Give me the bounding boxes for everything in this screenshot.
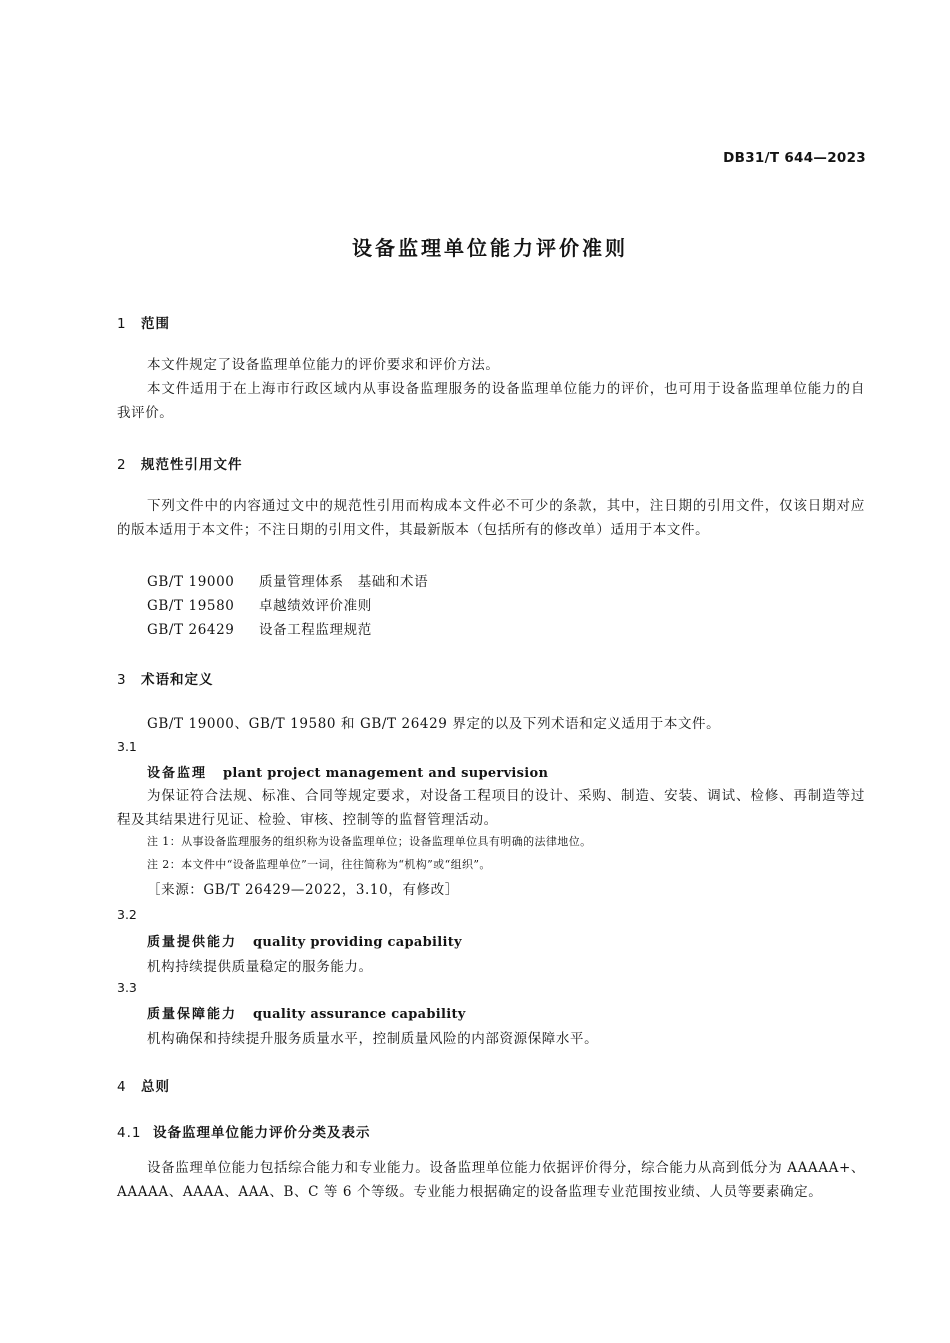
- reference-code: GB/T 19000: [147, 574, 235, 590]
- paragraph: 本文件适用于在上海市行政区域内从事设备监理服务的设备监理单位能力的评价，也可用于设备监理单位能力的自我评价。: [117, 381, 865, 421]
- paragraph: 设备监理单位能力包括综合能力和专业能力。设备监理单位能力依据评价得分，综合能力从高到低分为 AAAAA+、AAAAA、AAAA、AAA、B、C 等 6 个等级。专业能力根据确定的设备监理专业范围按业绩、人员等要素确定。: [117, 1160, 865, 1200]
- term-en: plant project management and supervision: [223, 766, 549, 781]
- section-2-heading: [117, 453, 243, 473]
- term-definition: 为保证符合法规、标准、合同等规定要求，对设备工程项目的设计、采购、制造、安装、调试、检修、再制造等过程及其结果进行见证、检验、审核、控制等的监督管理活动。: [117, 788, 865, 828]
- term-en: quality providing capability: [253, 935, 462, 950]
- subsection-title: 设备监理单位能力评价分类及表示: [153, 1125, 371, 1141]
- section-title: 总则: [141, 1079, 170, 1095]
- section-title: 范围: [141, 316, 170, 332]
- term-zh: 质量保障能力: [147, 1007, 238, 1022]
- page-title: 设备监理单位能力评价准则: [352, 236, 628, 260]
- reference-name: 卓越绩效评价准则: [259, 598, 372, 614]
- section-number: 4: [117, 1079, 127, 1095]
- section-number: 3: [117, 672, 127, 688]
- section-4-heading: [117, 1075, 170, 1095]
- subsection-number: 4.1: [117, 1125, 142, 1141]
- term-note: 注 2：本文件中“设备监理单位”一词，往往简称为“机构”或“组织”。: [147, 858, 491, 871]
- section-1-heading: [117, 312, 170, 332]
- section-number: 1: [117, 316, 127, 332]
- reference-item: [147, 570, 428, 590]
- reference-item: [147, 618, 372, 638]
- paragraph: 本文件规定了设备监理单位能力的评价要求和评价方法。: [147, 357, 500, 373]
- paragraph: GB/T 19000、GB/T 19580 和 GB/T 26429 界定的以及下列术语和定义适用于本文件。: [147, 716, 721, 732]
- term-heading: [147, 762, 548, 781]
- section-title: 规范性引用文件: [141, 457, 243, 473]
- reference-name: 设备工程监理规范: [259, 622, 372, 638]
- section-title: 术语和定义: [141, 672, 214, 688]
- reference-item: [147, 594, 372, 614]
- term-number: 3.1: [117, 739, 137, 754]
- term-zh: 质量提供能力: [147, 935, 238, 950]
- reference-name: 质量管理体系 基础和术语: [259, 574, 429, 590]
- term-definition: 机构持续提供质量稳定的服务能力。: [147, 959, 373, 975]
- term-zh: 设备监理: [147, 766, 208, 781]
- term-number: 3.2: [117, 907, 137, 922]
- term-heading: [147, 931, 462, 950]
- section-3-heading: [117, 668, 214, 688]
- reference-code: GB/T 26429: [147, 622, 235, 638]
- term-source: ［来源：GB/T 26429—2022，3.10，有修改］: [147, 882, 459, 898]
- term-note: 注 1：从事设备监理服务的组织称为设备监理单位；设备监理单位具有明确的法律地位。: [147, 835, 592, 848]
- document-code: DB31/T 644—2023: [723, 150, 866, 166]
- term-number: 3.3: [117, 980, 137, 995]
- paragraph: 下列文件中的内容通过文中的规范性引用而构成本文件必不可少的条款，其中，注日期的引用文件，仅该日期对应的版本适用于本文件；不注日期的引用文件，其最新版本（包括所有的修改单）适用于本文件。: [117, 498, 865, 538]
- term-definition: 机构确保和持续提升服务质量水平，控制质量风险的内部资源保障水平。: [147, 1031, 599, 1047]
- section-number: 2: [117, 457, 127, 473]
- subsection-4-1-heading: [117, 1121, 371, 1141]
- reference-code: GB/T 19580: [147, 598, 235, 614]
- term-en: quality assurance capability: [253, 1007, 466, 1022]
- term-heading: [147, 1003, 466, 1022]
